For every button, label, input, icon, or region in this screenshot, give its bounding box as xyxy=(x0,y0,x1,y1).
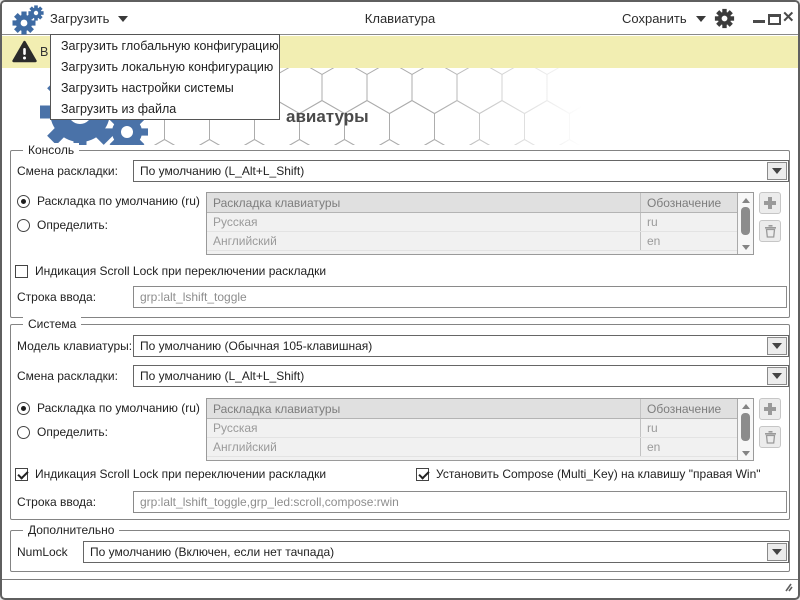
console-radio-default-label: Раскладка по умолчанию (ru) xyxy=(37,194,200,208)
caret-down-icon xyxy=(696,16,706,22)
scroll-up-icon[interactable] xyxy=(738,194,753,206)
console-layouts-table[interactable] xyxy=(206,192,754,255)
delete-layout-button[interactable] xyxy=(759,426,781,448)
column-header-layout[interactable]: Раскладка клавиатуры xyxy=(207,193,641,212)
save-menu-label: Сохранить xyxy=(622,11,687,26)
system-scroll-lock-row[interactable] xyxy=(15,466,326,482)
column-header-layout[interactable]: Раскладка клавиатуры xyxy=(207,399,641,418)
console-group xyxy=(10,143,790,318)
save-menu-button[interactable] xyxy=(622,2,706,35)
delete-layout-button[interactable] xyxy=(759,220,781,242)
caret-down-icon xyxy=(772,373,782,379)
system-scroll-lock-label: Индикация Scroll Lock при переключении раскладки xyxy=(35,467,327,481)
system-radio-define-row[interactable] xyxy=(17,424,108,440)
console-switch-value: По умолчанию (L_Alt+L_Shift) xyxy=(140,164,305,178)
console-radio-define-label: Определить: xyxy=(37,218,108,232)
minimize-button[interactable] xyxy=(753,20,765,23)
table-row[interactable]: Английский en xyxy=(207,438,737,457)
radio-button-unchecked[interactable] xyxy=(17,219,30,232)
statusbar-divider xyxy=(2,579,798,580)
system-input[interactable] xyxy=(133,491,787,513)
system-layouts-table[interactable] xyxy=(206,398,754,461)
combo-dropdown-button[interactable] xyxy=(767,337,787,355)
system-radio-default-row[interactable] xyxy=(17,400,200,416)
table-row[interactable]: Русская ru xyxy=(207,419,737,438)
system-radio-define-label: Определить: xyxy=(37,425,108,439)
warning-text: В xyxy=(40,45,49,59)
menu-item-load-local[interactable]: Загрузить локальную конфигурацию xyxy=(61,59,274,74)
system-switch-value: По умолчанию (L_Alt+L_Shift) xyxy=(140,369,305,383)
plus-icon xyxy=(764,403,776,415)
column-header-designation[interactable]: Обозначение xyxy=(647,402,722,416)
numlock-value: По умолчанию (Включен, если нет тачпада) xyxy=(90,545,335,559)
scroll-down-icon[interactable] xyxy=(738,447,753,459)
checkbox-checked[interactable] xyxy=(15,468,28,481)
hexagon-fade xyxy=(432,68,602,145)
numlock-label: NumLock xyxy=(17,545,68,559)
console-radio-define-row[interactable] xyxy=(17,217,108,233)
load-dropdown-menu xyxy=(50,34,280,120)
system-compose-row[interactable] xyxy=(416,466,761,482)
console-input[interactable] xyxy=(133,286,787,308)
resize-grip[interactable] xyxy=(779,581,793,593)
add-layout-button[interactable] xyxy=(759,192,781,214)
add-layout-button[interactable] xyxy=(759,398,781,420)
table-header-row xyxy=(207,193,737,213)
numlock-combobox[interactable] xyxy=(83,541,789,563)
console-input-label: Строка ввода: xyxy=(17,290,97,304)
scrollbar-thumb[interactable] xyxy=(741,413,750,441)
menu-item-load-file[interactable]: Загрузить из файла xyxy=(61,101,177,116)
system-model-value: По умолчанию (Обычная 105-клавишная) xyxy=(140,339,373,353)
system-input-label: Строка ввода: xyxy=(17,495,97,509)
settings-gear-icon[interactable] xyxy=(714,8,735,29)
caret-down-icon xyxy=(772,549,782,555)
extra-legend: Дополнительно xyxy=(23,523,119,537)
radio-button-checked[interactable] xyxy=(17,402,30,415)
column-header-designation[interactable]: Обозначение xyxy=(647,196,722,210)
combo-dropdown-button[interactable] xyxy=(767,543,787,561)
trash-icon xyxy=(764,224,777,238)
radio-button-unchecked[interactable] xyxy=(17,426,30,439)
combo-dropdown-button[interactable] xyxy=(767,367,787,385)
menu-item-load-global[interactable]: Загрузить глобальную конфигурацию xyxy=(61,38,279,53)
system-group xyxy=(10,317,790,520)
system-legend: Система xyxy=(23,317,81,331)
scroll-up-icon[interactable] xyxy=(738,400,753,412)
plus-icon xyxy=(764,197,776,209)
console-scroll-lock-label: Индикация Scroll Lock при переключении раскладки xyxy=(35,264,327,278)
system-switch-label: Смена раскладки: xyxy=(17,369,118,383)
warning-icon xyxy=(12,40,37,64)
caret-down-icon xyxy=(772,168,782,174)
window-title: Клавиатура xyxy=(364,11,436,26)
checkbox-checked[interactable] xyxy=(416,468,429,481)
maximize-button[interactable] xyxy=(768,14,781,25)
console-switch-label: Смена раскладки: xyxy=(17,164,118,178)
scrollbar-thumb[interactable] xyxy=(741,207,750,235)
system-switch-combobox[interactable] xyxy=(133,365,789,387)
system-compose-label: Установить Compose (Multi_Key) на клавишу "правая Win" xyxy=(436,467,761,481)
system-model-label: Модель клавиатуры: xyxy=(17,339,133,353)
close-button[interactable]: ✕ xyxy=(782,9,795,26)
system-model-combobox[interactable] xyxy=(133,335,789,357)
combo-dropdown-button[interactable] xyxy=(767,162,787,180)
table-row[interactable]: Русская ru xyxy=(207,213,737,232)
console-switch-combobox[interactable] xyxy=(133,160,789,182)
title-bar xyxy=(2,2,798,35)
table-row[interactable]: Английский en xyxy=(207,232,737,251)
scroll-down-icon[interactable] xyxy=(738,241,753,253)
table-scrollbar[interactable] xyxy=(737,399,753,460)
table-scrollbar[interactable] xyxy=(737,193,753,254)
console-scroll-lock-row[interactable] xyxy=(15,263,326,279)
load-menu-label: Загрузить xyxy=(50,11,110,26)
system-radio-default-label: Раскладка по умолчанию (ru) xyxy=(37,401,200,415)
caret-down-icon xyxy=(772,343,782,349)
banner-title-fragment: авиатуры xyxy=(286,107,369,126)
radio-button-checked[interactable] xyxy=(17,195,30,208)
menu-item-load-system[interactable]: Загрузить настройки системы xyxy=(61,80,234,95)
extra-group xyxy=(10,523,790,572)
console-radio-default-row[interactable] xyxy=(17,193,200,209)
trash-icon xyxy=(764,430,777,444)
table-header-row xyxy=(207,399,737,419)
checkbox-unchecked[interactable] xyxy=(15,265,28,278)
console-legend: Консоль xyxy=(23,143,79,157)
